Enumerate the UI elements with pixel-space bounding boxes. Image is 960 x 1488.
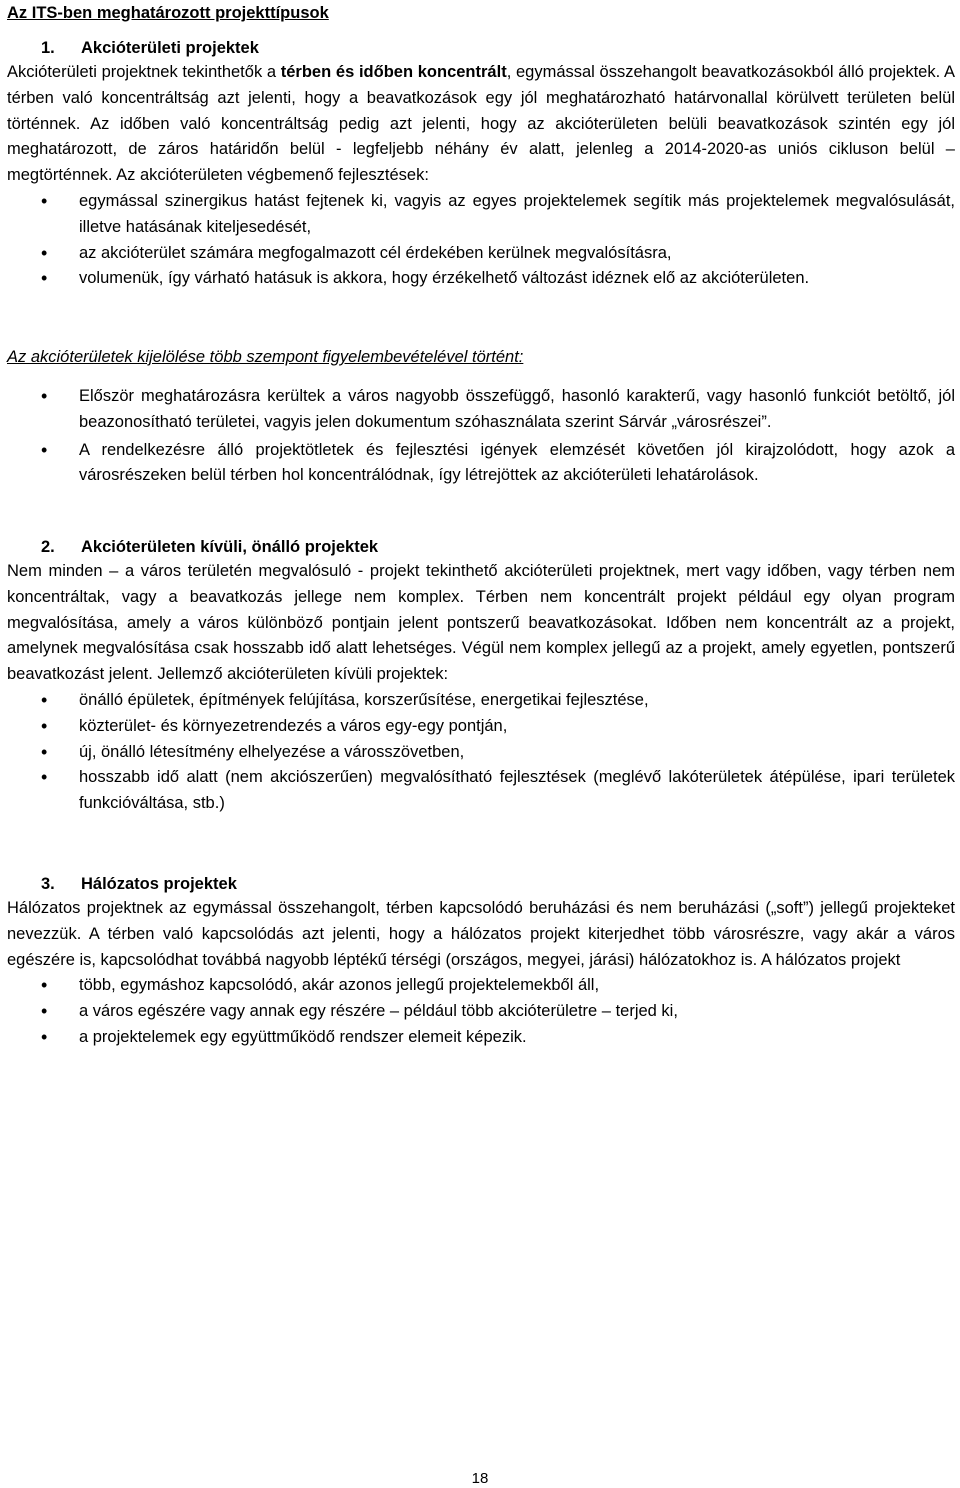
section-title: Akcióterületen kívüli, önálló projektek (81, 538, 379, 556)
list-item: • volumenük, így várható hatásuk is akkora, hogy érzékelhető változást idéznek elő az akcióterületen. (7, 266, 955, 292)
section-paragraph: Hálózatos projektnek az egymással összehangolt, térben kapcsolódó beruházási és nem beruházási („soft”) jellegű projekteket nevezzük. A térben való kapcsolódás azt jelenti, hogy a hálózatos projekt kiterjedhet több városrészre, vagy akár a város egészére is, kapcsolódhat továbbá nagyobb léptékű térségi (országos, megyei, járási) hálózatokhoz is. A hálózatos projekt (7, 899, 955, 969)
section-number: 1. (41, 39, 55, 57)
list-item: • közterület- és környezetrendezés a város egy-egy pontján, (7, 714, 955, 740)
section-network-projects (7, 872, 955, 1051)
list-item: • a város egészére vagy annak egy részére – például több akcióterületre – terjed ki, (7, 999, 955, 1025)
document-title: Az ITS-ben meghatározott projekttípusok (7, 4, 329, 22)
list-item: • egymással szinergikus hatást fejtenek ki, vagyis az egyes projektelemek segítik más projektelemek megvalósulását, illetve hatásának kiteljesedését, (7, 189, 955, 241)
list-item: • önálló épületek, építmények felújítása, korszerűsítése, energetikai fejlesztése, (7, 688, 955, 714)
selection-block (7, 344, 955, 489)
section-number: 3. (41, 875, 55, 893)
section-title: Hálózatos projektek (81, 875, 237, 893)
list-item: • A rendelkezésre álló projektötletek és fejlesztési igények elemzését követően jól kirajzolódott, hogy azok a városrészeken belül térben hol koncentrálódnak, így létrejöttek az akcióterületi lehatárolások. (7, 438, 955, 490)
list-item: • a projektelemek egy együttműködő rendszer elemeit képezik. (7, 1025, 955, 1051)
section-heading (7, 872, 955, 896)
bullet-list (7, 688, 955, 817)
page-number: 18 (471, 1470, 489, 1487)
list-item: • új, önálló létesítmény elhelyezése a városszövetben, (7, 740, 955, 766)
section-number: 2. (41, 538, 55, 556)
list-item: • az akcióterület számára megfogalmazott cél érdekében kerülnek megvalósításra, (7, 241, 955, 267)
section-standalone-projects (7, 535, 955, 817)
selection-heading: Az akcióterületek kijelölése több szempont figyelembevételével történt: (7, 348, 524, 366)
bullet-list (7, 973, 955, 1050)
bullet-list (7, 189, 955, 292)
section-title: Akcióterületi projektek (81, 39, 259, 57)
section-paragraph: Akcióterületi projektnek tekinthetők a térben és időben koncentrált, egymással összehangolt beavatkozásokból álló projektek. A térben való koncentráltság azt jelenti, hogy a beavatkozások egy jól meghatározható határvonallal körülvett területen belül történnek. Az időben való koncentráltság pedig azt jelenti, hogy az akcióterületen belüli beavatkozások szintén egy jól meghatározott, de záros határidőn belül - legfeljebb néhány év alatt, jelenleg a 2014-2020-as uniós cikluson belül – megtörténnek. Az akcióterületen végbemenő fejlesztések: (7, 63, 955, 185)
section-action-area-projects (7, 36, 955, 292)
bullet-list (7, 384, 955, 489)
list-item: • Először meghatározásra kerültek a város nagyobb összefüggő, hasonló karakterű, vagy hasonló funkciót betöltő, jól beazonosítható területei, vagyis jelen dokumentum szóhasználata szerint Sárvár „városrészei”. (7, 384, 955, 436)
section-heading (7, 36, 955, 60)
section-heading (7, 535, 955, 559)
section-paragraph: Nem minden – a város területén megvalósuló - projekt tekinthető akcióterületi projektnek, mert vagy időben, vagy térben nem koncentráltak, vagy a beavatkozás jellege nem komplex. Térben nem koncentrált projekt például egy olyan program megvalósítása, amely a város különböző pontjain jelent pontszerű beavatkozásokat. Időben nem koncentrált az a projekt, amelynek megvalósítása csak hosszabb idő alatt lehetséges. Végül nem komplex jellegű az a projekt, amely egyetlen, pontszerű beavatkozást jelent. Jellemző akcióterületen kívüli projektek: (7, 562, 955, 684)
list-item: • hosszabb idő alatt (nem akciószerűen) megvalósítható fejlesztések (meglévő lakóterületek átépülése, ipari területek funkcióváltása, stb.) (7, 765, 955, 817)
list-item: • több, egymáshoz kapcsolódó, akár azonos jellegű projektelemekből áll, (7, 973, 955, 999)
